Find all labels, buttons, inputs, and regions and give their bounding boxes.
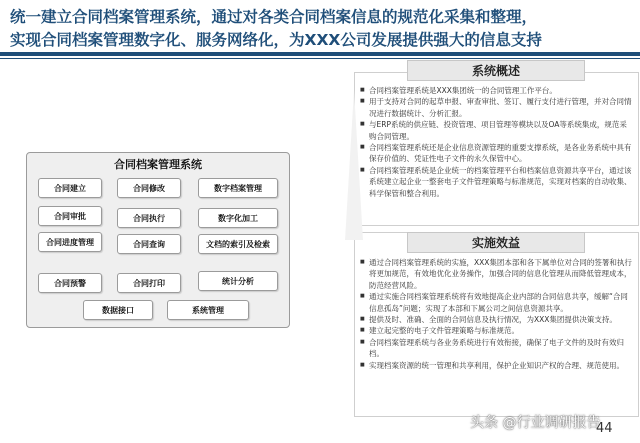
system-title: 合同档案管理系统: [114, 158, 202, 171]
page-title: [10, 6, 610, 52]
module-digital-archive: 数字档案管理: [198, 178, 278, 198]
benefits-item: ■ 通过实施合同档案管理系统将有效地提高企业内部的合同信息共享，缓解“合同信息孤岛”问题；实现了本部和下属公司之间信息资源共享。: [360, 291, 632, 314]
module-statistics: 统计分析: [198, 271, 278, 291]
title-line-2: 实现合同档案管理数字化、服务网络化，为XXX公司发展提供强大的信息支持: [10, 31, 542, 49]
module-contract-create: 合同建立: [38, 178, 102, 198]
system-diagram: [26, 152, 290, 328]
benefits-item: ■ 合同档案管理系统与各业务系统进行有效衔接，确保了电子文件的及时有效归档。: [360, 337, 632, 360]
module-contract-edit: 合同修改: [117, 178, 181, 198]
module-print: 合同打印: [117, 273, 181, 293]
benefits-list: [360, 257, 632, 371]
benefits-item: ■ 提供及时、准确、全面的合同信息及执行情况，为XXX集团提供决策支持。: [360, 314, 632, 325]
page-number: 44: [596, 421, 613, 436]
title-line-1: 统一建立合同档案管理系统，通过对各类合同档案信息的规范化采集和整理，: [10, 8, 538, 26]
watermark: 头条 @行业调研报告: [470, 415, 601, 431]
module-progress: 合同进度管理: [38, 232, 102, 252]
benefits-item: ■ 实现档案资源的统一管理和共享利用，保护企业知识产权的合理、规范使用。: [360, 360, 632, 371]
overview-item: ■ 合同档案管理系统是XXX集团统一的合同管理工作平台。: [360, 85, 632, 96]
overview-item: ■ 合同档案管理系统是企业统一的档案管理平台和档案信息资源共享平台，通过该系统建立起企业一整套电子文件管理策略与标准规范，实现对档案的自动收集、科学保管和整合利用。: [360, 165, 632, 199]
module-query: 合同查询: [117, 234, 181, 254]
overview-heading: 系统概述: [407, 60, 585, 81]
overview-item: ■ 与ERP系统的供应链、投资管理、项目管理等模块以及OA等系统集成，规范采购合同管理。: [360, 119, 632, 142]
benefits-heading: 实施效益: [407, 232, 585, 253]
benefits-item: ■ 建立起完整的电子文件管理策略与标准规范。: [360, 325, 632, 336]
module-contract-approval: 合同审批: [38, 206, 102, 226]
module-digitization: 数字化加工: [198, 208, 278, 228]
overview-item: ■ 用于支持对合同的起草申报、审查审批、签订、履行支付进行管理，并对合同情况进行数据统计、分析汇报。: [360, 96, 632, 119]
title-rule-thin: [0, 58, 640, 59]
module-contract-execution: 合同执行: [117, 208, 181, 228]
title-rule-thick: [0, 52, 640, 56]
module-system-admin: 系统管理: [167, 300, 249, 320]
module-data-interface: 数据接口: [83, 300, 153, 320]
module-warning: 合同预警: [38, 273, 102, 293]
overview-item: ■ 合同档案管理系统还是企业信息资源管理的重要支撑系统，是各业务系统中具有保存价值的、凭证性电子文件的永久保管中心。: [360, 142, 632, 165]
overview-list: [360, 85, 632, 199]
module-index-search: 文档的索引及检索: [198, 234, 278, 254]
benefits-item: ■ 通过合同档案管理系统的实施，XXX集团本部和各下属单位对合同的签署和执行将更加规范，有效地优化业务操作，加强合同的信息化管理从而降低管理成本，防范经营风险。: [360, 257, 632, 291]
